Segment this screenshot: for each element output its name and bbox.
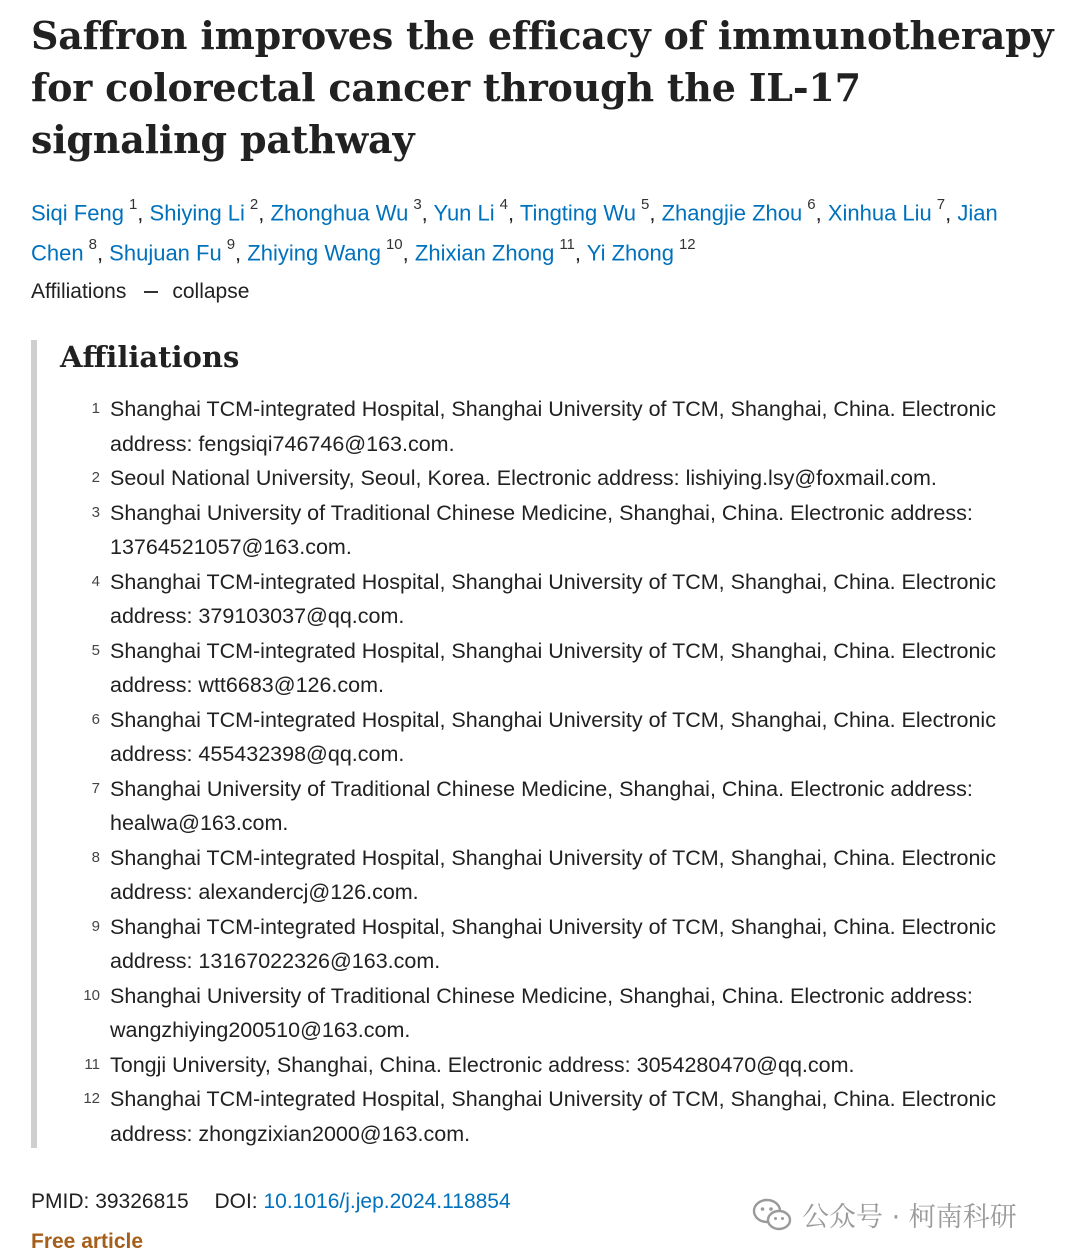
author-link[interactable]: Shiying Li	[149, 200, 245, 226]
pmid-label: PMID:	[31, 1190, 90, 1213]
affiliations-heading: Affiliations	[60, 340, 240, 374]
affiliation-number: 10	[83, 986, 100, 1004]
doi-label: DOI:	[214, 1190, 258, 1213]
affiliation-text: Shanghai University of Traditional Chinese Medicine, Shanghai, China. Electronic address: 13764521057@163.com.	[110, 500, 973, 559]
author-affiliation-ref[interactable]: 4	[499, 196, 508, 213]
author-link[interactable]: Yun Li	[433, 200, 495, 226]
author-affiliation-ref[interactable]: 2	[249, 196, 259, 213]
article-identifiers	[31, 1190, 511, 1214]
collapse-link[interactable]: collapse	[172, 280, 250, 303]
affiliation-item	[60, 1082, 1040, 1151]
affiliation-text: Shanghai TCM-integrated Hospital, Shanghai University of TCM, Shanghai, China. Electronic address: zhongzixian2000@163.com.	[110, 1087, 996, 1146]
affiliation-text: Shanghai TCM-integrated Hospital, Shanghai University of TCM, Shanghai, China. Electronic address: fengsiqi746746@163.com.	[110, 397, 996, 456]
affiliation-text: Tongji University, Shanghai, China. Electronic address: 3054280470@qq.com.	[110, 1052, 855, 1077]
affiliation-item	[60, 703, 1040, 772]
author-affiliation-ref[interactable]: 9	[226, 236, 236, 254]
author-separator: ,	[402, 240, 415, 266]
author-affiliation-ref[interactable]: 1	[128, 196, 138, 213]
author-link[interactable]: Jian Chen	[31, 200, 998, 266]
author-link[interactable]: Yi Zhong	[586, 240, 674, 266]
watermark-text: 公众号 · 柯南科研	[802, 1202, 1017, 1233]
author-link[interactable]: Tingting Wu	[519, 200, 636, 226]
author-separator: ,	[574, 240, 587, 266]
affiliation-number: 7	[91, 779, 100, 797]
affiliation-text: Shanghai TCM-integrated Hospital, Shanghai University of TCM, Shanghai, China. Electronic address: alexandercj@126.com.	[110, 845, 996, 904]
affiliation-item	[60, 841, 1040, 910]
affiliation-number: 5	[91, 641, 100, 659]
affiliation-number: 2	[91, 469, 100, 486]
author-separator: ,	[945, 200, 958, 226]
author-affiliation-ref[interactable]: 5	[641, 196, 650, 213]
affiliation-text: Shanghai University of Traditional Chinese Medicine, Shanghai, China. Electronic address: healwa@163.com.	[110, 776, 973, 835]
affiliations-toggle[interactable]	[31, 280, 249, 304]
author-link[interactable]: Zhixian Zhong	[414, 240, 555, 266]
author-link[interactable]: Xinhua Liu	[827, 200, 932, 226]
author-link[interactable]: Zhonghua Wu	[270, 200, 409, 226]
affiliation-text: Shanghai University of Traditional Chinese Medicine, Shanghai, China. Electronic address: wangzhiying200510@163.com.	[110, 983, 973, 1042]
affiliation-item	[60, 979, 1040, 1048]
affiliation-item	[60, 1048, 1040, 1083]
author-separator: ,	[235, 240, 248, 266]
author-affiliation-ref[interactable]: 10	[385, 236, 403, 254]
author-link[interactable]: Zhangjie Zhou	[661, 200, 803, 226]
author-affiliation-ref[interactable]: 8	[88, 236, 97, 254]
author-affiliation-ref[interactable]: 6	[807, 196, 816, 213]
affiliation-number: 8	[91, 848, 100, 866]
author-affiliation-ref[interactable]: 12	[678, 236, 696, 254]
author-link[interactable]: Shujuan Fu	[109, 240, 222, 266]
author-link[interactable]: Zhiying Wang	[247, 240, 381, 266]
author-affiliation-ref[interactable]: 3	[413, 196, 422, 213]
affiliation-item	[60, 772, 1040, 841]
affiliation-item	[60, 910, 1040, 979]
affiliation-text: Shanghai TCM-integrated Hospital, Shanghai University of TCM, Shanghai, China. Electronic address: wtt6683@126.com.	[110, 638, 996, 697]
affiliation-text: Seoul National University, Seoul, Korea. Electronic address: lishiying.lsy@foxmail.com.	[110, 466, 937, 490]
affiliation-number: 1	[91, 400, 100, 417]
author-list	[31, 190, 1056, 271]
affiliation-item	[60, 496, 1040, 565]
affiliations-list	[60, 392, 1040, 1151]
wechat-icon	[752, 1198, 792, 1232]
free-article-badge[interactable]: Free article	[31, 1230, 144, 1253]
affiliation-number: 9	[91, 917, 100, 935]
affiliations-toggle-label: Affiliations	[31, 280, 127, 303]
affiliation-number: 12	[83, 1090, 100, 1107]
affiliations-panel	[31, 340, 1052, 1148]
author-link[interactable]: Siqi Feng	[31, 200, 124, 226]
affiliation-item	[60, 392, 1040, 461]
affiliation-item	[60, 461, 1040, 496]
affiliation-number: 6	[91, 710, 100, 728]
author-separator: ,	[649, 200, 662, 226]
doi-link[interactable]: 10.1016/j.jep.2024.118854	[263, 1190, 511, 1213]
affiliation-number: 3	[91, 503, 100, 521]
author-separator: ,	[258, 200, 271, 226]
affiliation-text: Shanghai TCM-integrated Hospital, Shanghai University of TCM, Shanghai, China. Electronic address: 379103037@qq.com.	[110, 569, 996, 628]
author-separator: ,	[96, 240, 110, 266]
author-separator: ,	[421, 200, 434, 226]
author-separator: ,	[137, 200, 150, 226]
affiliation-text: Shanghai TCM-integrated Hospital, Shanghai University of TCM, Shanghai, China. Electronic address: 13167022326@163.com.	[110, 914, 996, 973]
author-separator: ,	[815, 200, 828, 226]
minus-icon	[144, 291, 158, 293]
watermark	[752, 1195, 1017, 1234]
article-title: Saffron improves the efficacy of immunotherapy for colorectal cancer through the IL-17 signaling pathway	[31, 13, 1054, 162]
affiliation-item	[60, 565, 1040, 634]
pmid-value: 39326815	[95, 1190, 189, 1213]
affiliation-text: Shanghai TCM-integrated Hospital, Shanghai University of TCM, Shanghai, China. Electronic address: 455432398@qq.com.	[110, 707, 996, 766]
affiliation-item	[60, 634, 1040, 703]
author-affiliation-ref[interactable]: 7	[936, 196, 946, 213]
affiliation-number: 11	[84, 1055, 100, 1073]
author-separator: ,	[508, 200, 520, 226]
author-affiliation-ref[interactable]: 11	[559, 236, 575, 254]
affiliation-number: 4	[91, 572, 100, 590]
